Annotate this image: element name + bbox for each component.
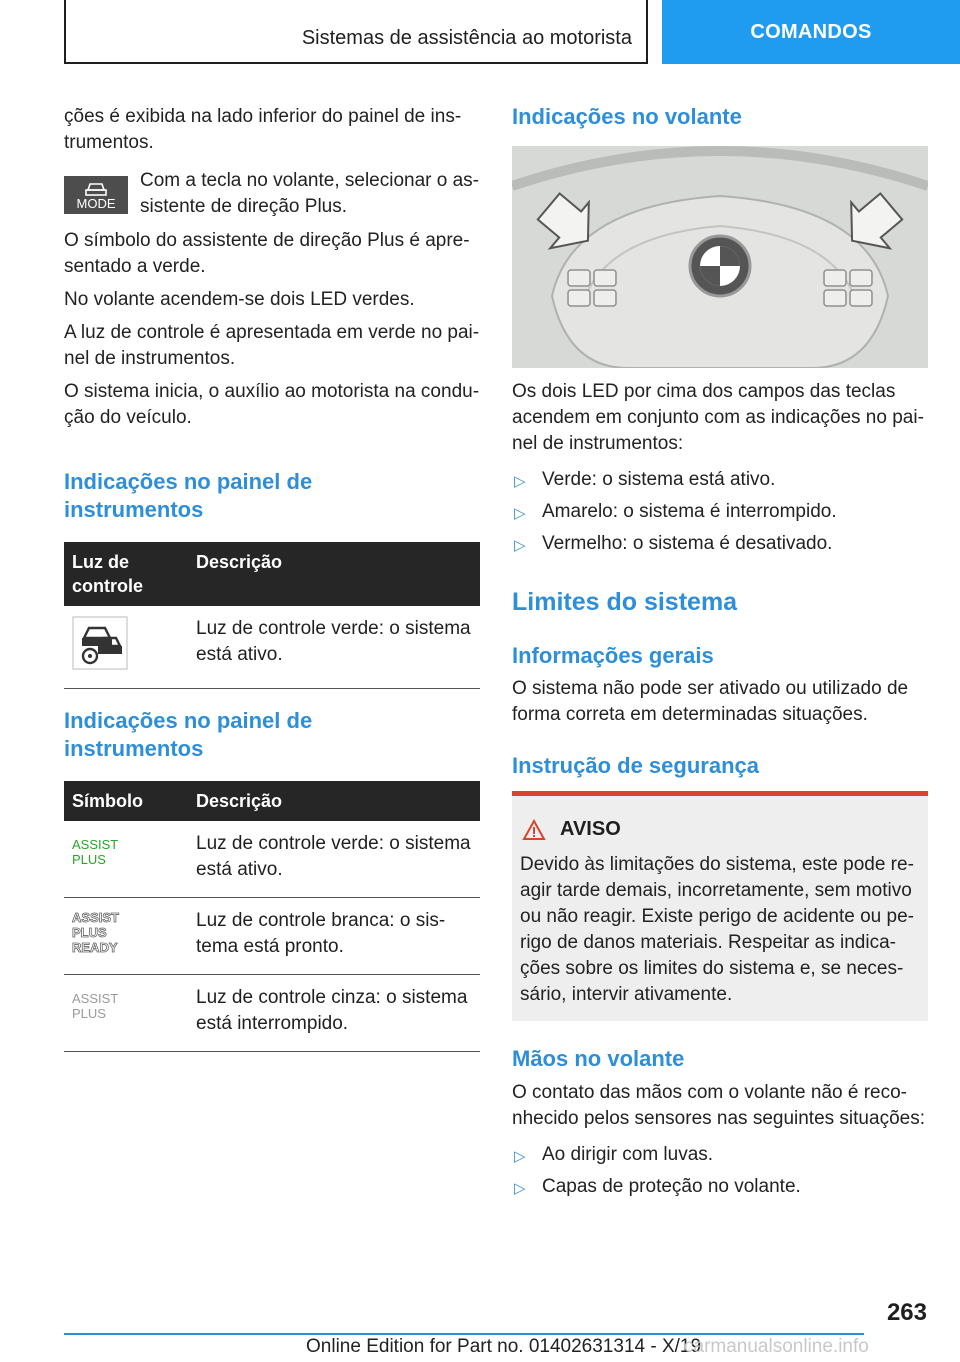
mode-text: Com a tecla no volante, selecionar o as-sistente de direção Plus. xyxy=(140,170,480,217)
symbol-assist-plus-gray xyxy=(64,975,188,1052)
control-light-table xyxy=(64,542,480,689)
table2-row1-desc: Luz de controle verde: o sistema está ativo. xyxy=(188,821,480,898)
info-paragraph: O sistema não pode ser ativado ou utilizado de forma correta em determinadas situações. xyxy=(512,678,909,725)
triangle-bullet-icon: ▷ xyxy=(514,537,526,554)
warning-title: AVISO xyxy=(560,818,621,840)
list-item xyxy=(512,1174,928,1200)
heading-hands-on-wheel: Mãos no volante xyxy=(512,1046,685,1071)
assist-plus-ready-label: ASSIST PLUS READY xyxy=(72,910,119,955)
hands-item-covers: Capas de proteção no volante. xyxy=(542,1176,801,1197)
table2-row2-desc: Luz de controle branca: o sis-tema está pronto. xyxy=(188,898,480,975)
triangle-bullet-icon: ▷ xyxy=(514,1180,526,1197)
heading-system-limits: Limites do sistema xyxy=(512,588,738,616)
left-column xyxy=(64,104,480,431)
hands-item-gloves: Ao dirigir com luvas. xyxy=(542,1144,714,1165)
warning-text: Devido às limitações do sistema, este pode re-agir tarde demais, incorretamente, sem motivo ou não reagir. Existe perigo de acidente ou pe-rigo de danos materiais. Respeitar as indica-ções sobre os limites do sistema e, se neces-sário, intervir ativamente. xyxy=(520,854,914,1005)
triangle-bullet-icon: ▷ xyxy=(514,1148,526,1165)
steering-assist-icon xyxy=(72,616,128,670)
paragraph-3: A luz de controle é apresentada em verde no pai-nel de instrumentos. xyxy=(64,322,480,369)
paragraph-1: O símbolo do assistente de direção Plus é apre-sentado a verde. xyxy=(64,230,470,277)
chapter-tab-label: COMANDOS xyxy=(750,20,872,43)
warning-box xyxy=(512,791,928,1021)
hands-section xyxy=(512,1080,928,1206)
intro-text: ções é exibida na lado inferior do painel de ins-trumentos. xyxy=(64,106,462,153)
list-item xyxy=(512,467,928,493)
chapter-tab[interactable] xyxy=(662,0,960,64)
heading-general-info: Informações gerais xyxy=(512,643,714,668)
symbol-assist-plus-green xyxy=(64,821,188,898)
led-state-red: Vermelho: o sistema é desativado. xyxy=(542,533,833,554)
heading-safety: Instrução de segurança xyxy=(512,753,759,778)
heading-instruments-2: Indicações no painel de instrumentos xyxy=(64,708,313,761)
heading-instruments-1: Indicações no painel de instrumentos xyxy=(64,469,313,522)
assist-plus-gray-label: ASSIST PLUS xyxy=(72,991,119,1021)
led-state-green: Verde: o sistema está ativo. xyxy=(542,469,776,490)
table-row xyxy=(64,821,480,898)
table2-col1-header: Símbolo xyxy=(64,781,188,821)
assist-plus-green-label: ASSIST PLUS xyxy=(72,837,119,867)
table1-col2-header: Descrição xyxy=(188,542,480,606)
assist-icon-cell xyxy=(64,606,188,689)
header-frame xyxy=(64,0,648,64)
led-state-list xyxy=(512,467,928,557)
steering-text: Os dois LED por cima dos campos das teclas acendem em conjunto com as indicações no pai-nel de instrumentos: xyxy=(512,381,924,454)
mode-button-icon xyxy=(64,176,128,214)
triangle-bullet-icon: ▷ xyxy=(514,473,526,490)
symbol-table xyxy=(64,781,480,1052)
table2-col2-header: Descrição xyxy=(188,781,480,821)
steering-wheel-icon xyxy=(512,146,928,368)
edition-text: Online Edition for Part no. 01402631314 - X/19 xyxy=(306,1336,702,1357)
right-column-steering xyxy=(512,379,928,563)
paragraph-2: No volante acendem-se dois LED verdes. xyxy=(64,289,415,310)
table1-row1-desc: Luz de controle verde: o sistema está ativo. xyxy=(188,606,480,689)
list-item xyxy=(512,1142,928,1168)
warning-header xyxy=(522,818,621,841)
table-row xyxy=(64,606,480,689)
hands-list xyxy=(512,1142,928,1200)
table2-row3-desc: Luz de controle cinza: o sistema está interrompido. xyxy=(188,975,480,1052)
symbol-assist-plus-ready xyxy=(64,898,188,975)
table-row xyxy=(64,898,480,975)
steering-wheel-illustration xyxy=(512,146,928,368)
warning-triangle-icon xyxy=(522,819,546,841)
watermark-text: carmanualsonline.info xyxy=(684,1336,869,1357)
table-row xyxy=(64,975,480,1052)
footer-divider xyxy=(64,1333,864,1335)
list-item xyxy=(512,531,928,557)
led-state-yellow: Amarelo: o sistema é interrompido. xyxy=(542,501,837,522)
mode-instruction xyxy=(64,168,480,220)
list-item xyxy=(512,499,928,525)
mode-label: MODE xyxy=(76,196,116,211)
paragraph-4: O sistema inicia, o auxílio ao motorista na condu-ção do veículo. xyxy=(64,381,480,428)
section-title: Sistemas de assistência ao motorista xyxy=(301,27,632,49)
hands-text: O contato das mãos com o volante não é reco-nhecido pelos sensores nas seguintes situações: xyxy=(512,1082,925,1129)
triangle-bullet-icon: ▷ xyxy=(514,505,526,522)
heading-steering-indicators: Indicações no volante xyxy=(512,104,742,129)
general-info-text xyxy=(512,676,928,728)
car-icon xyxy=(64,176,128,198)
table1-col1-header: Luz de controle xyxy=(64,542,188,606)
page-number: 263 xyxy=(886,1299,927,1326)
